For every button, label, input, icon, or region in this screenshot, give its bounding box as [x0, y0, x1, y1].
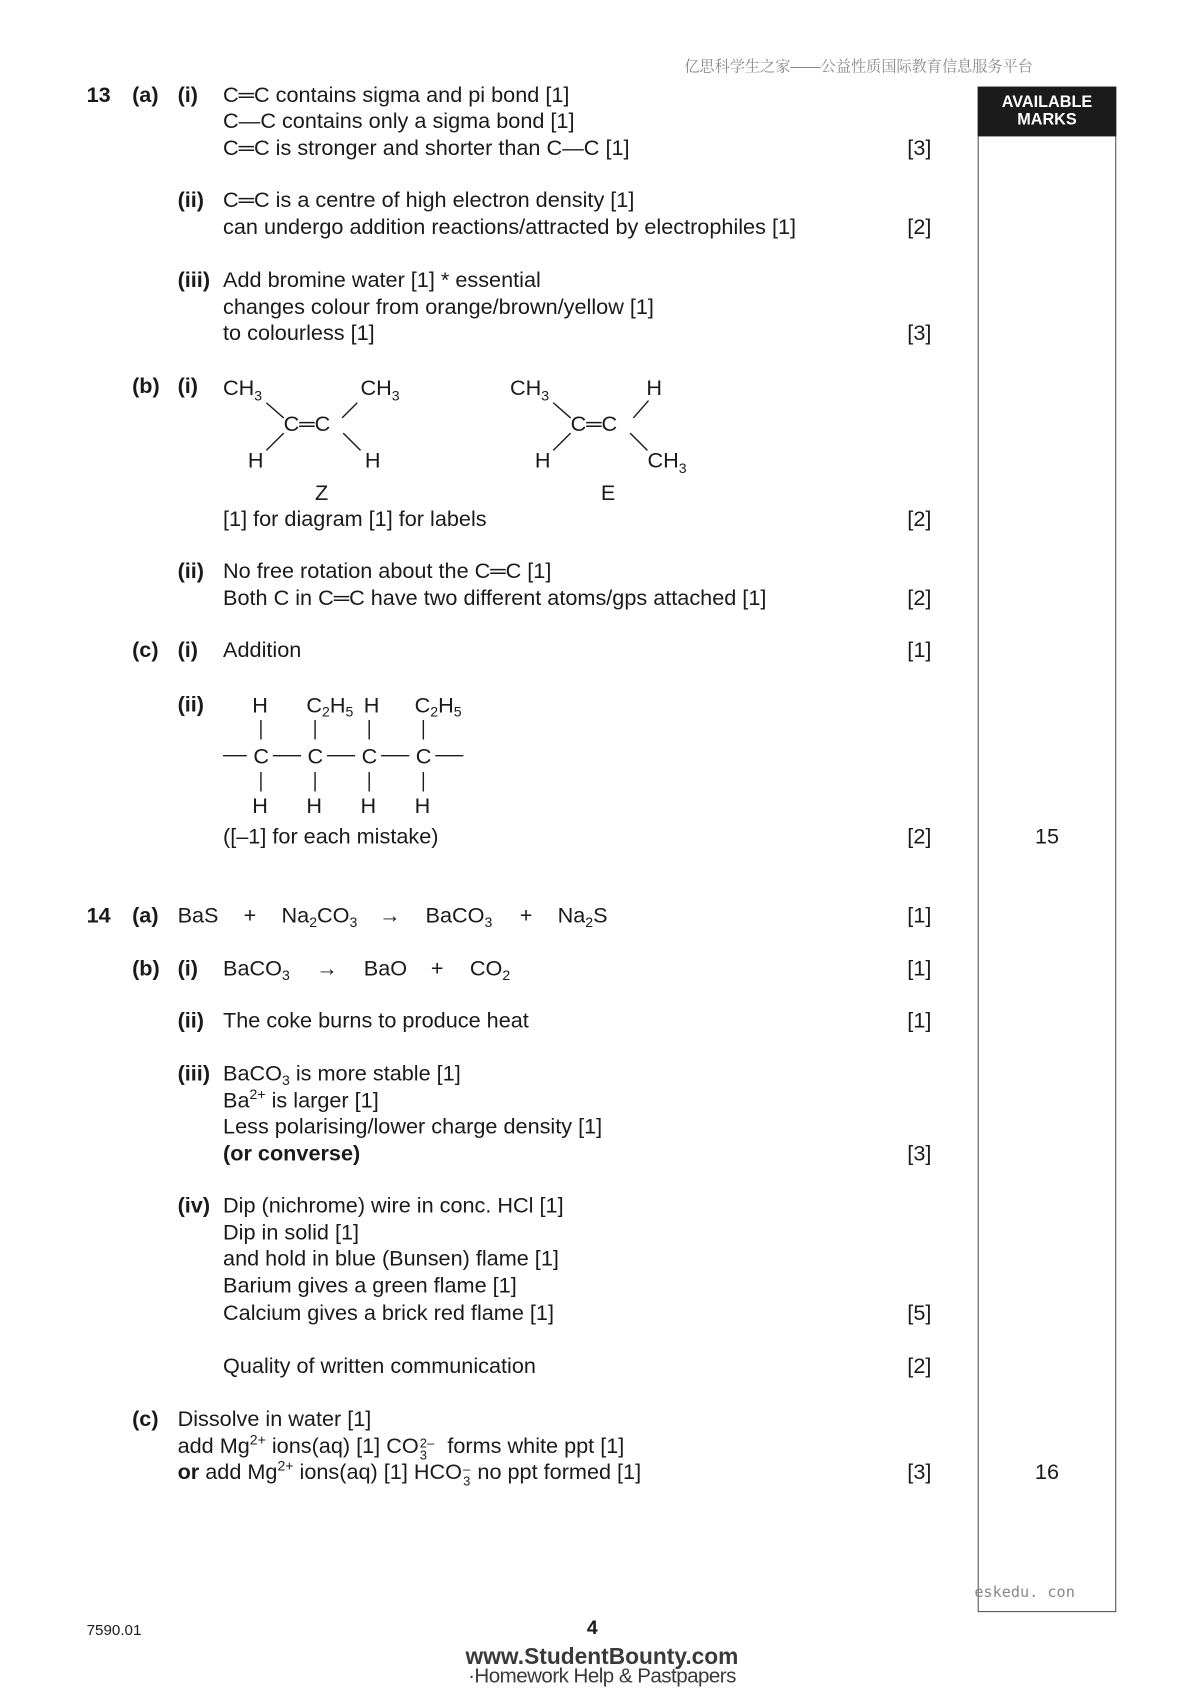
polymer-structure-diagram [217, 693, 477, 823]
q13-b-ii-label: (ii) [177, 559, 205, 584]
formula: $CO_2$ [469, 957, 511, 984]
studentbounty-logo [433, 1644, 771, 1688]
answer-line: C—C contains only a sigma bond [1] [223, 109, 575, 134]
atom-label: $CH_3$ [509, 375, 550, 404]
q13-a-i-label: (i) [177, 83, 199, 108]
q14-total-marks: 16 [1034, 1460, 1060, 1485]
atom-label: H [364, 447, 381, 473]
q13-b-label: (b) [132, 374, 160, 399]
answer-line: C═C contains sigma and pi bond [1] [223, 83, 570, 108]
q13-total-marks: 15 [1034, 825, 1060, 849]
carbon-atom: C [253, 743, 269, 769]
answer-line: (or converse) [223, 1142, 361, 1167]
answer-line: Less polarising/lower charge density [1] [223, 1115, 603, 1140]
q13-a-iii-label: (iii) [177, 268, 211, 293]
logo-tagline: ·Homework Help & Pastpapers [468, 1665, 736, 1688]
q14-b-ii-label: (ii) [177, 1009, 205, 1033]
ethyl-group-label: $C_2H_5$ [306, 692, 354, 720]
q13-c-ii-label: (ii) [177, 692, 205, 717]
answer-line: Barium gives a green flame [1] [223, 1274, 517, 1299]
mark-value: [3] [907, 1460, 932, 1485]
heading-line-1: AVAILABLE [1001, 93, 1093, 112]
answer-line: and hold in blue (Bunsen) flame [1] [223, 1247, 559, 1272]
atom-label: H [646, 375, 663, 401]
mark-value: [1] [907, 1009, 932, 1033]
answer-line: Dissolve in water [1] [177, 1407, 372, 1432]
bond-line [266, 403, 283, 418]
plus-sign: + [519, 904, 533, 928]
mark-value: [1] [907, 904, 932, 928]
q13-a-ii-label: (ii) [177, 188, 205, 213]
q13-c-i-label: (i) [177, 638, 199, 663]
answer-line: changes colour from orange/brown/yellow [1] [223, 295, 654, 320]
answer-line: add $Mg^{2+}$ ions(aq) [1] CO 2– 3 forms white ppt [1] [177, 1431, 625, 1463]
plus-sign: + [430, 957, 444, 981]
q14-b-iv-label: (iv) [177, 1194, 211, 1219]
answer-line: Add bromine water [1] * essential [223, 268, 541, 293]
formula: BaS [177, 904, 219, 928]
atom-label: H [252, 793, 268, 819]
bond-line [630, 433, 647, 450]
answer-line: to colourless [1] [223, 321, 375, 346]
q14-b-label: (b) [132, 957, 160, 981]
bond-line [553, 403, 570, 418]
bond-line [342, 403, 357, 418]
mark-value: [2] [907, 507, 932, 532]
answer-line: Dip (nichrome) wire in conc. HCl [1] [223, 1194, 564, 1219]
q13-c-label: (c) [132, 638, 159, 663]
mark-value: [2] [907, 1354, 932, 1379]
mark-value: [2] [907, 586, 932, 611]
reaction-arrow: → [316, 957, 338, 981]
mark-value: [2] [907, 825, 932, 849]
answer-line: ([–1] for each mistake) [223, 825, 439, 849]
formula: $Na_2CO_3$ [281, 904, 358, 931]
carbon-atom: C [307, 743, 324, 769]
mark-value: [3] [907, 1142, 932, 1167]
formula: $Na_2S$ [557, 904, 608, 931]
q14-b-i-label: (i) [177, 957, 199, 981]
answer-line: can undergo addition reactions/attracted by electrophiles [1] [223, 215, 797, 240]
atom-label: H [252, 692, 268, 718]
carbon-atom: C [361, 743, 378, 769]
mark-value: [5] [907, 1301, 932, 1326]
answer-line: The coke burns to produce heat [223, 1009, 529, 1033]
atom-label: $CH_3$ [360, 375, 400, 404]
bond-line [343, 433, 360, 450]
answer-line: Addition [223, 638, 302, 663]
e-isomer-structure [510, 375, 687, 505]
answer-line: Calcium gives a brick red flame [1] [223, 1301, 554, 1326]
q13-a-label: (a) [132, 83, 159, 108]
atom-label: H [247, 447, 264, 473]
carbon-atom: C [415, 743, 432, 769]
logo-url: www.StudentBounty.com [465, 1644, 739, 1670]
isomer-label-z: Z [315, 480, 329, 506]
z-e-isomer-diagram [217, 368, 715, 509]
q14-a-label: (a) [132, 904, 159, 928]
formula: BaCO$_3$ [425, 904, 493, 931]
paper-code: 7590.01 [86, 1620, 142, 1639]
ethyl-group-label: $C_2H_5$ [414, 692, 462, 720]
answer-line: Dip in solid [1] [223, 1221, 360, 1246]
mark-value: [1] [907, 638, 932, 663]
atom-label: H [414, 793, 431, 819]
q14-b-iii-label: (iii) [177, 1062, 211, 1086]
bond-line [553, 433, 570, 450]
z-isomer-structure [223, 375, 400, 505]
atom-label: H [363, 692, 380, 718]
atom-label: H [360, 793, 377, 819]
formula: BaO [363, 957, 408, 981]
page-number: 4 [586, 1616, 598, 1639]
mark-value: [2] [907, 215, 932, 240]
double-bond-label: C═C [283, 410, 331, 436]
answer-line: C═C is a centre of high electron density [1] [223, 188, 635, 213]
answer-line: No free rotation about the C═C [1] [223, 559, 552, 584]
answer-line: BaCO$_3$ is more stable [1] [223, 1062, 461, 1089]
q13-b-i-label: (i) [177, 374, 199, 399]
mark-value: [1] [907, 957, 932, 981]
header-watermark: 亿思科学生之家——公益性质国际教育信息服务平台 [684, 57, 1033, 75]
bond-line [266, 433, 283, 450]
plus-sign: + [243, 904, 257, 928]
answer-line: C═C is stronger and shorter than C—C [1] [223, 136, 630, 161]
atom-label: $CH_3$ [223, 375, 263, 404]
double-bond-label: C═C [570, 410, 618, 436]
formula: BaCO$_3$ [223, 957, 290, 984]
site-watermark: eskedu. con [974, 1583, 1075, 1602]
isomer-label-e: E [600, 480, 616, 506]
q13-number: 13 [86, 83, 111, 108]
answer-line: Quality of written communication [223, 1354, 536, 1379]
atom-label: H [534, 447, 551, 473]
reaction-arrow: → [378, 904, 401, 928]
q14-number: 14 [86, 904, 111, 928]
answer-line: [1] for diagram [1] for labels [223, 507, 487, 532]
heading-line-2: MARKS [1017, 110, 1077, 129]
atom-label: $CH_3$ [647, 447, 687, 477]
available-marks-heading [978, 87, 1117, 137]
answer-line: Both C in C═C have two different atoms/gps attached [1] [223, 586, 767, 611]
atom-label: H [306, 793, 323, 819]
answer-line: $Ba^{2+}$ is larger [1] [223, 1085, 379, 1114]
q14-c-label: (c) [132, 1407, 159, 1432]
mark-value: [3] [907, 321, 932, 346]
mark-value: [3] [907, 136, 932, 161]
bond-line [633, 401, 648, 418]
answer-line: or add $Mg^{2+}$ ions(aq) [1] HCO – 3 no ppt formed [1] [177, 1457, 642, 1489]
